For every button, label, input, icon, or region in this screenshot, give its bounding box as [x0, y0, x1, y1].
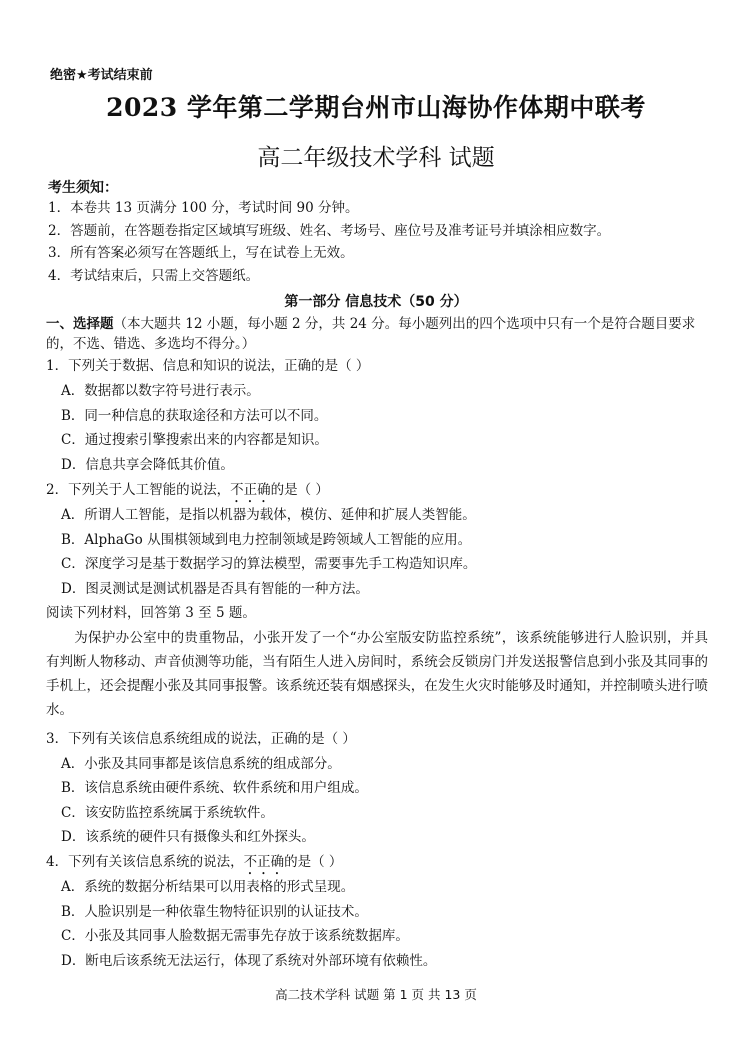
question-1-option-b: B．同一种信息的获取途径和方法可以不同。 [61, 408, 328, 424]
question-2-stem [46, 481, 329, 506]
reading-intro: 阅读下列材料，回答第 3 至 5 题。 [46, 605, 256, 621]
question-1-option-a: A．数据都以数字符号进行表示。 [61, 383, 260, 399]
question-4-option-b: B．人脸识别是一种依靠生物特征识别的认证技术。 [61, 904, 368, 920]
exam-title: 2023 学年第二学期台州市山海协作体期中联考 [106, 93, 646, 122]
section-title: 一、选择题 [46, 316, 114, 332]
question-2-option-b: B．AlphaGo 从围棋领域到电力控制领域是跨领域人工智能的应用。 [61, 532, 472, 548]
part-title: 第一部分 信息技术（50 分） [284, 294, 468, 310]
page-footer: 高二技术学科 试题 第 1 页 共 13 页 [275, 987, 477, 1002]
question-3-option-d: D．该系统的硬件只有摄像头和红外探头。 [61, 829, 315, 845]
notice-item: 3．所有答案必须写在答题纸上，写在试卷上无效。 [48, 245, 354, 261]
question-2-option-d: D．图灵测试是测试机器是否具有智能的一种方法。 [61, 581, 369, 597]
question-1-stem: 1．下列关于数据、信息和知识的说法，正确的是（ ） [46, 358, 370, 374]
reading-material [46, 626, 708, 722]
question-4-option-d: D．断电后该系统无法运行，体现了系统对外部环境有依赖性。 [61, 953, 437, 969]
question-3-option-c: C．该安防监控系统属于系统软件。 [61, 805, 274, 821]
notice-heading: 考生须知： [48, 180, 118, 196]
question-1-option-c: C．通过搜索引擎搜索出来的内容都是知识。 [61, 432, 328, 448]
question-3-option-a: A．小张及其同事都是该信息系统的组成部分。 [61, 756, 341, 772]
question-4-option-c: C．小张及其同事人脸数据无需事先存放于该系统数据库。 [61, 928, 409, 944]
question-1-option-d: D．信息共享会降低其价值。 [61, 457, 234, 473]
question-2-option-c: C．深度学习是基于数据学习的算法模型，需要事先手工构造知识库。 [61, 556, 477, 572]
stem-emphasis: 不正确 [243, 854, 285, 870]
notice-item: 1．本卷共 13 页满分 100 分，考试时间 90 分钟。 [48, 200, 359, 216]
question-4-stem [46, 853, 342, 878]
question-4-option-a: A．系统的数据分析结果可以用表格的形式呈现。 [61, 879, 355, 895]
notice-item: 2．答题前，在答题卷指定区域填写班级、姓名、考场号、座位号及准考证号并填涂相应数字。 [48, 223, 611, 239]
stem-text: 的是（ ） [284, 854, 343, 870]
stem-text: 4．下列有关该信息系统的说法， [46, 854, 244, 870]
question-2-option-a: A．所谓人工智能，是指以机器为载体，模仿、延伸和扩展人类智能。 [61, 507, 476, 523]
material-text: 为保护办公室中的贵重物品，小张开发了一个“办公室版安防监控系统”，该系统能够进行人脸识别，并具有判断人物移动、声音侦测等功能，当有陌生人进入房间时，系统会反锁房门并发送报警信息到小张及其同事的手机上，还会提醒小张及其同事报警。该系统还装有烟感探头，在发生火灾时能够及时通知，并控制喷头进行喷水。 [46, 630, 708, 718]
stem-text: 2．下列关于人工智能的说法， [46, 482, 231, 498]
stem-text: 的是（ ） [270, 482, 329, 498]
confidential-label: 绝密★考试结束前 [50, 68, 153, 83]
question-3-option-b: B．该信息系统由硬件系统、软件系统和用户组成。 [61, 780, 368, 796]
question-3-stem: 3．下列有关该信息系统组成的说法，正确的是（ ） [46, 731, 356, 747]
section-intro [46, 314, 706, 354]
stem-emphasis: 不正确 [230, 482, 271, 498]
notice-item: 4．考试结束后，只需上交答题纸。 [48, 268, 260, 284]
section-description: （本大题共 12 小题，每小题 2 分，共 24 分。每小题列出的四个选项中只有一个是符合题目要求的，不选、错选、多选均不得分。） [46, 316, 696, 352]
exam-subtitle: 高二年级技术学科 试题 [257, 145, 495, 171]
